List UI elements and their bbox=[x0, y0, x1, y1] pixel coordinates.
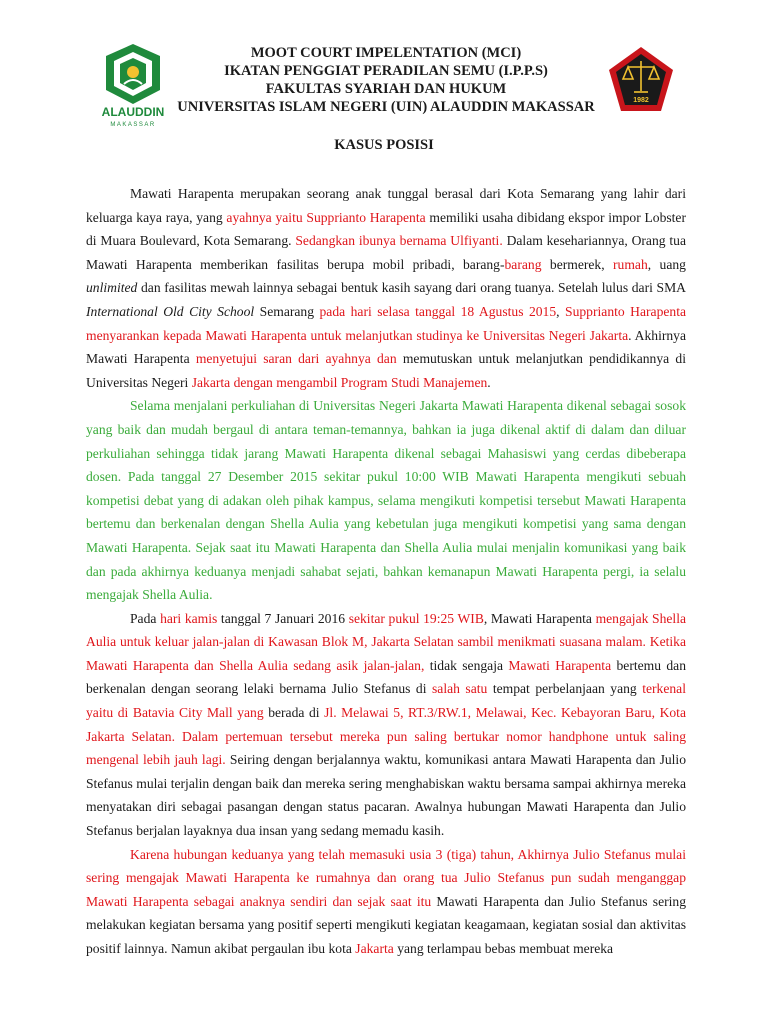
text-segment: sekitar pukul 19:25 WIB bbox=[348, 610, 484, 626]
text-segment: dan fasilitas mewah lainnya sebagai bentuk kasih sayang dari orang tuanya. Setelah lulus dari SMA bbox=[137, 280, 686, 296]
text-segment: Sedangkan ibunya bernama Ulfiyanti. bbox=[295, 233, 503, 249]
text-segment: Jakarta dengan mengambil Program Studi Manajemen bbox=[191, 374, 488, 390]
text-segment: . bbox=[487, 374, 491, 390]
paragraph-2 bbox=[86, 394, 686, 606]
text-segment: International Old City School bbox=[86, 303, 255, 319]
text-segment: , uang bbox=[647, 256, 686, 272]
text-segment: terkenal yaitu di Batavia City Mall yang bbox=[86, 681, 686, 721]
header-line-1: MOOT COURT IMPELENTATION (MCI) bbox=[250, 45, 522, 61]
text-segment: Jl. Melawai 5, RT.3/RW.1, Melawai, Kec. Kebayoran Baru, Kota Jakarta Selatan. Dalam pertemuan tersebut mereka pun saling bertukar nomor handphone untuk saling mengenal lebih jauh lagi. bbox=[86, 705, 686, 768]
text-segment: . Akhirnya Mawati Harapenta bbox=[86, 327, 687, 367]
logo-left-subtitle: MAKASSAR bbox=[110, 122, 156, 128]
text-segment: Jakarta bbox=[355, 941, 394, 956]
logo-emblem bbox=[106, 44, 160, 104]
text-segment: menyetujui saran dari ayahnya dan bbox=[195, 351, 397, 367]
text-segment: pada hari selasa tanggal 18 Agustus 2015 bbox=[319, 303, 557, 319]
text-segment: salah satu bbox=[432, 681, 488, 697]
case-body-text bbox=[86, 182, 686, 961]
text-segment: unlimited bbox=[86, 280, 138, 296]
text-segment: tempat perbelanjaan yang bbox=[487, 681, 643, 697]
text-segment: Pada bbox=[130, 610, 161, 626]
text-segment: Mawati Harapenta bbox=[508, 657, 612, 673]
justice-emblem-logo bbox=[606, 45, 676, 115]
text-segment: mengajak Shella Aulia untuk keluar jalan-jalan di Kawasan Blok M, Jakarta Selatan sambil menikmati suasana malam. Ketika Mawati Harapenta dan Shella Aulia sedang asik jalan-jalan, bbox=[86, 610, 687, 673]
text-segment: hari kamis bbox=[160, 610, 218, 626]
logo-left-title: ALAUDDIN bbox=[101, 105, 165, 119]
text-segment: yang terlampau bebas membuat mereka bbox=[393, 941, 614, 956]
text-segment: bertemu dan berkenalan dengan seorang lelaki bernama Julio Stefanus di bbox=[86, 657, 687, 697]
text-segment: barang bbox=[504, 256, 542, 272]
text-segment: Dalam kesehariannya, Orang tua Mawati Harapenta memberikan fasilitas berupa mobil pribadi, barang- bbox=[86, 233, 686, 272]
header-line-4: UNIVERSITAS ISLAM NEGERI (UIN) ALAUDDIN MAKASSAR bbox=[177, 99, 595, 115]
text-segment: Karena hubungan keduanya yang telah memasuki usia 3 (tiga) tahun, Akhirnya Julio Stefanus mulai sering mengajak Mawati Harapenta ke rumahnya dan orang tua Julio Stefanus pun sudah menganggap Mawati Harapenta sebagai anaknya sendiri dan sejak saat itu bbox=[86, 846, 686, 909]
page-title: KASUS POSISI bbox=[334, 137, 434, 153]
header-line-2: IKATAN PENGGIAT PERADILAN SEMU (I.P.P.S) bbox=[224, 63, 548, 79]
text-segment: , Mawati Harapenta bbox=[483, 610, 596, 626]
text-segment: berada di bbox=[263, 705, 325, 721]
text-segment: tidak sengaja bbox=[424, 657, 509, 673]
text-segment: ayahnya yaitu Supprianto Harapenta bbox=[226, 209, 426, 225]
logo-right-year: 1982 bbox=[633, 97, 649, 104]
text-segment: Mawati Harapenta merupakan seorang anak tunggal berasal dari Kota Semarang yang lahir dari keluarga kaya raya, yang bbox=[86, 186, 686, 225]
text-segment: Semarang bbox=[254, 303, 320, 319]
paragraph-4 bbox=[86, 843, 686, 961]
text-segment: Seiring dengan berjalannya waktu, komunikasi antara Mawati Harapenta dan Julio Stefanus mulai terjalin dengan baik dan mereka sering menghabiskan waktu bersama sampai akhirnya mereka menyatakan diri sebagai pasangan dengan status pacaran. Awalnya hubungan Mawati Harapenta dan Julio Stefanus berjalan layaknya dua insan yang sedang memadu kasih. bbox=[86, 752, 687, 839]
text-segment: rumah bbox=[613, 256, 648, 272]
text-segment: Supprianto Harapenta menyarankan kepada Mawati Harapenta untuk melanjutkan studinya ke Universitas Negeri Jakarta bbox=[86, 303, 687, 343]
text-segment: tanggal 7 Januari 2016 bbox=[217, 610, 349, 626]
text-segment: , bbox=[556, 303, 566, 319]
header-line-3: FAKULTAS SYARIAH DAN HUKUM bbox=[265, 81, 507, 97]
text-segment: bermerek, bbox=[541, 256, 614, 272]
text-segment: memutuskan untuk melanjutkan pendidikannya di Universitas Negeri bbox=[86, 351, 686, 390]
document-header bbox=[160, 44, 612, 116]
text-segment: Selama menjalani perkuliahan di Universitas Negeri Jakarta Mawati Harapenta dikenal sebagai sosok yang baik dan mudah bergaul di antara teman-temannya, bahkan ia juga dikenal aktif di dalam dan diluar perkuliahan sehingga tidak jarang Mawati Harapenta dikenal sebagai Mahasiswi yang cerdas dibeberapa dosen. Pada tanggal 27 Desember 2015 sekitar pukul 10:00 WIB Mawati Harapenta mengikuti sebuah kompetisi debat yang di adakan oleh pihak kampus, selama mengikuti kompetisi tersebut Mawati Harapenta bertemu dan berkenalan dengan Shella Aulia yang kebetulan juga mengikuti kompetisi yang sama dengan Mawati Harapenta. Sejak saat itu Mawati Harapenta dan Shella Aulia mulai menjalin komunikasi yang baik dan pada akhirnya keduanya menjadi sahabat sejati, bahkan kemanapun Mawati Harapenta pergi, ia selalu mengajak Shella Aulia. bbox=[86, 398, 686, 603]
uin-alauddin-logo bbox=[98, 42, 168, 132]
text-segment: memiliki usaha dibidang ekspor impor Lobster di Muara Boulevard, Kota Semarang. bbox=[86, 209, 686, 249]
paragraph-1 bbox=[86, 182, 686, 394]
paragraph-3 bbox=[86, 607, 686, 843]
text-segment: Mawati Harapenta dan Julio Stefanus sering melakukan kegiatan bersama yang positif seperti mengikuti kegiatan keagamaan, kegiatan sosial dan aktivitas positif lainnya. Namun akibat pergaulan ibu kota bbox=[86, 893, 686, 956]
